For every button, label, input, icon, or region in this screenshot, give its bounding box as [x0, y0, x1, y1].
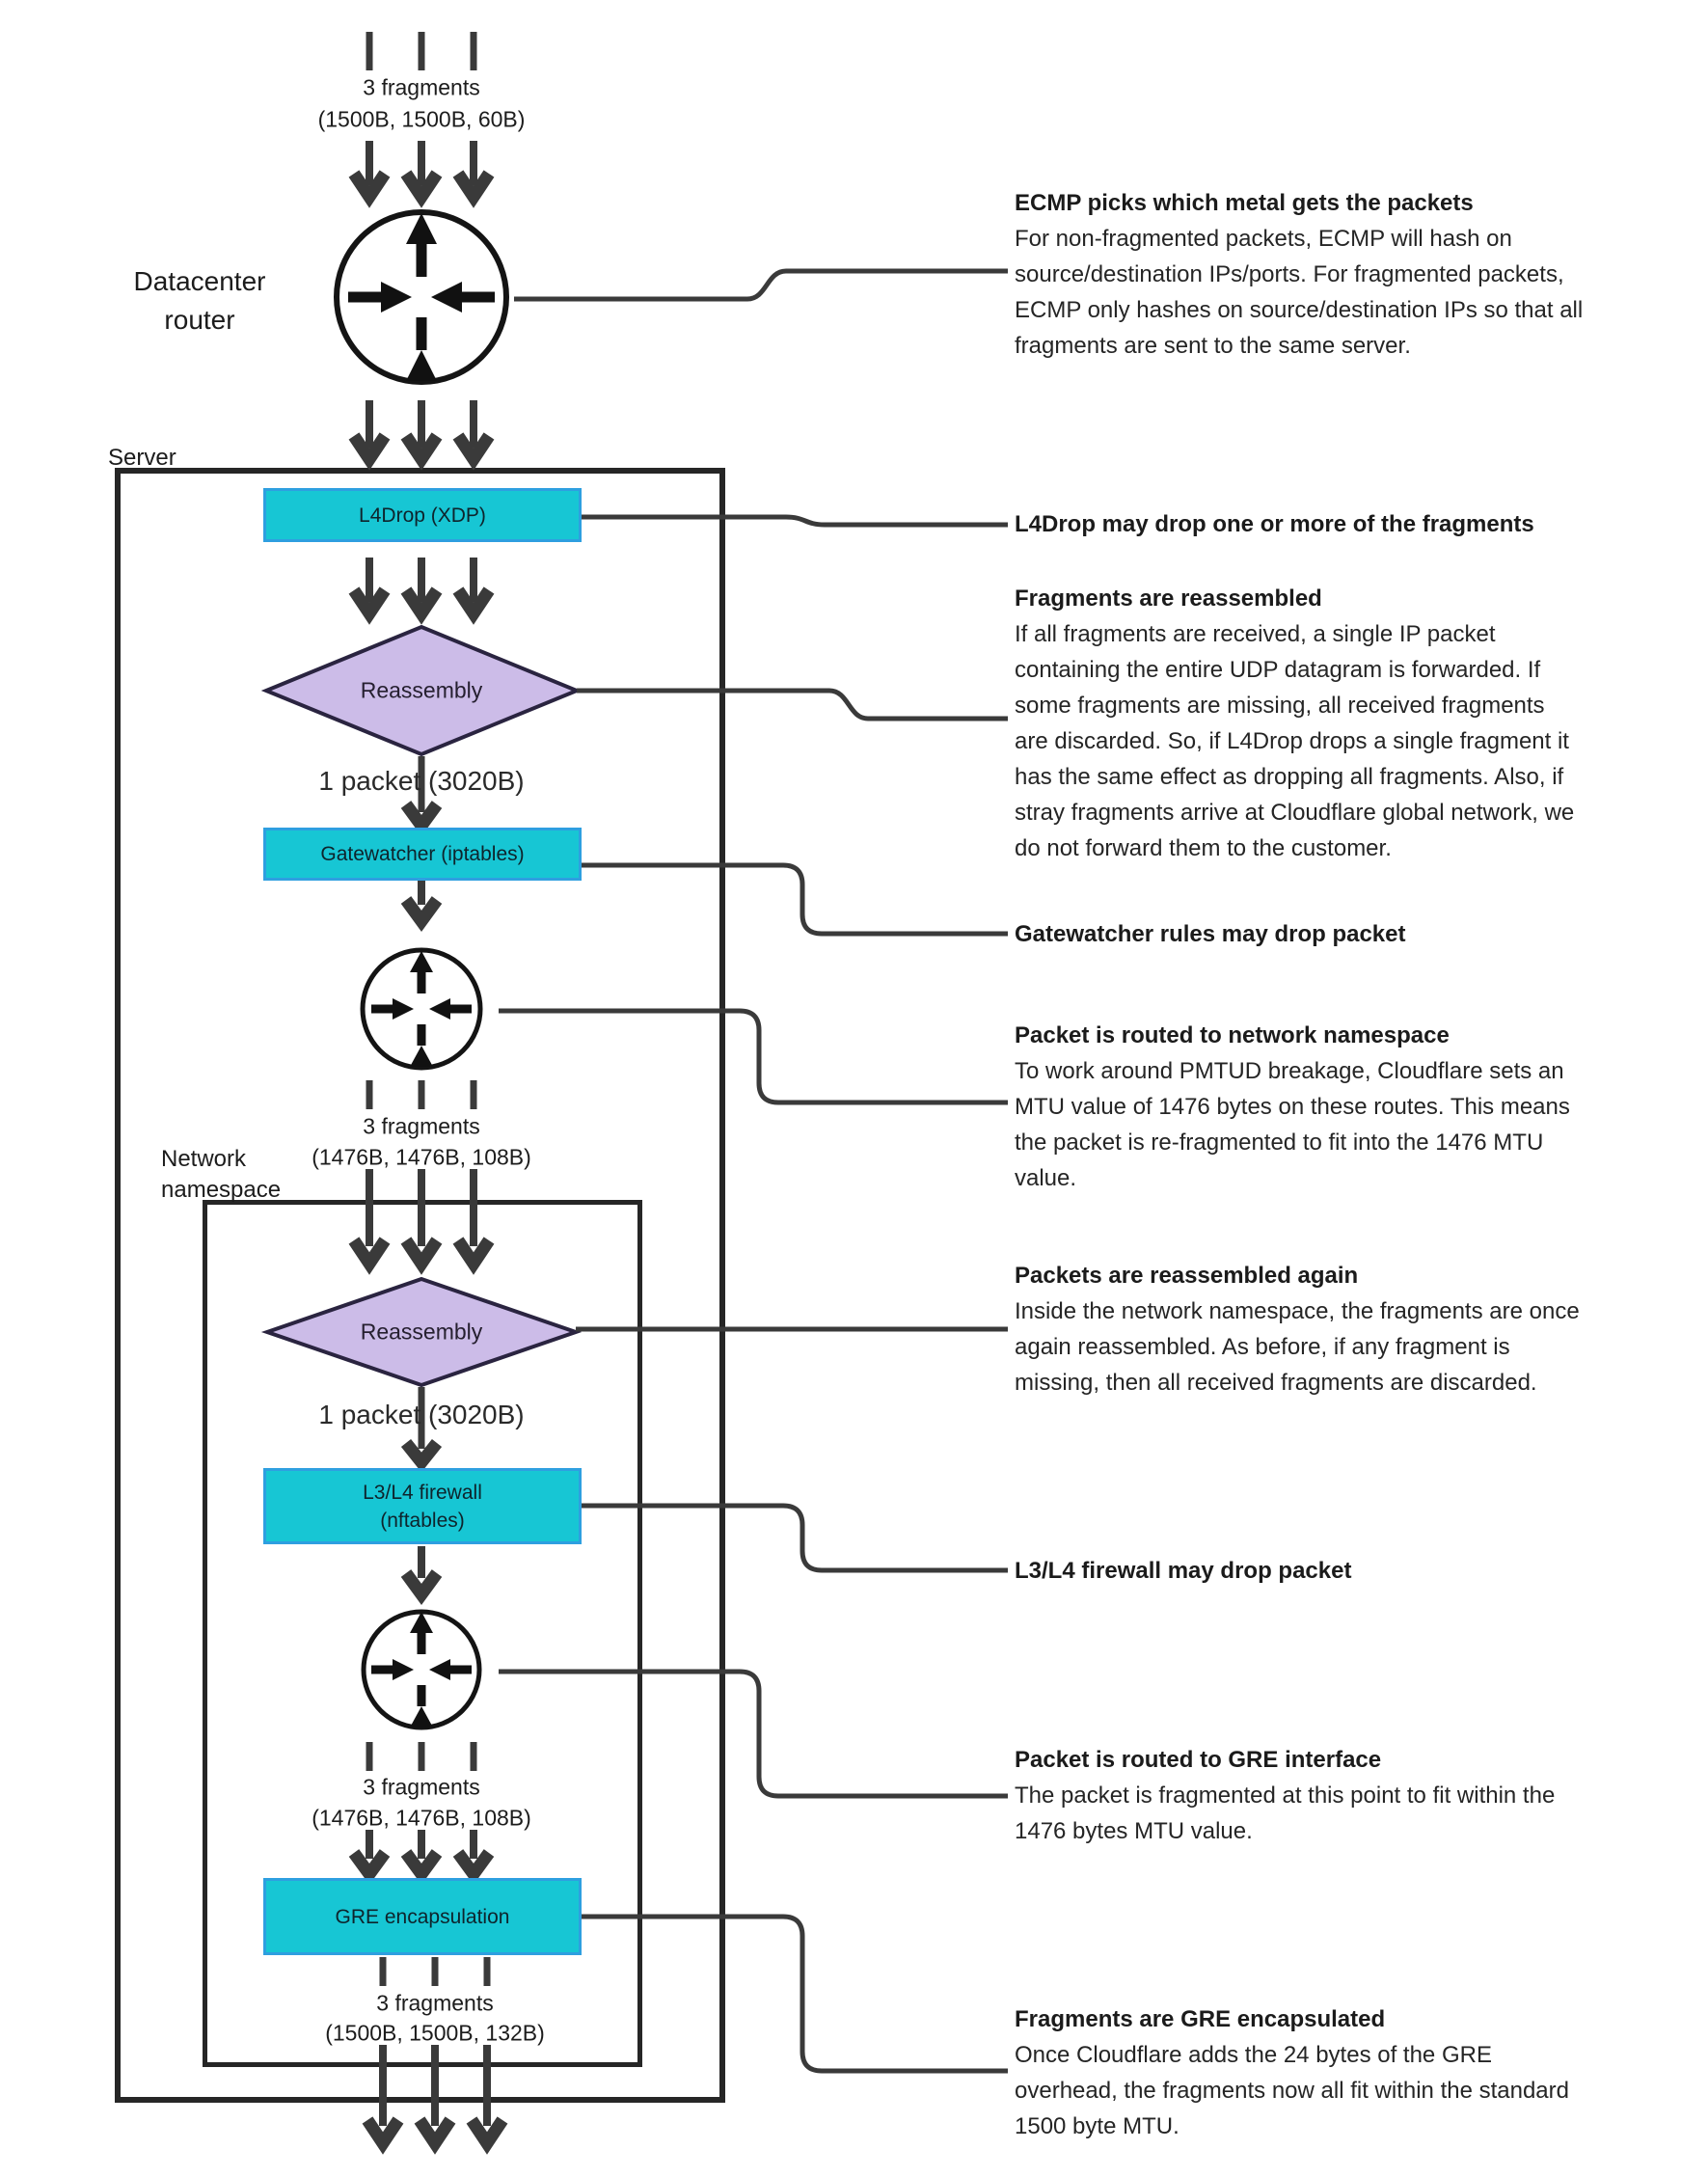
annotation-line: 1476 bytes MTU value.: [1015, 1818, 1253, 1844]
annotation-line: are discarded. So, if L4Drop drops a single fragment it: [1015, 728, 1569, 754]
annotation-ecmp: [1015, 185, 1690, 364]
connector-route-gre: [499, 1672, 1008, 1796]
connector-gre-encap: [581, 1917, 1008, 2071]
annotation-line: the packet is re-fragmented to fit into the 1476 MTU: [1015, 1129, 1544, 1156]
mid-sizes-label: (1476B, 1476B, 108B): [312, 1144, 531, 1170]
arrows-into-namespace: [354, 1169, 489, 1264]
gatewatcher-box: [263, 828, 582, 881]
annotation-line: has the same effect as dropping all fragments. Also, if: [1015, 764, 1564, 790]
annotation-reassembled: [1015, 581, 1690, 866]
annotation-title: L4Drop may drop one or more of the fragments: [1015, 511, 1534, 537]
server-label: Server: [108, 445, 176, 471]
gre-sizes-label: (1476B, 1476B, 108B): [312, 1805, 531, 1831]
fragment-dashes-out: [383, 1957, 487, 1986]
annotation-line: Once Cloudflare adds the 24 bytes of the GRE: [1015, 2042, 1492, 2068]
annotation-gatewatcher: [1015, 916, 1690, 952]
arrows-into-server: [354, 400, 489, 459]
fragment-dashes-top: [369, 32, 474, 70]
connector-route-namespace: [499, 1011, 1008, 1102]
l3l4-firewall-box: [263, 1468, 582, 1544]
annotation-title: Packet is routed to GRE interface: [1015, 1747, 1382, 1773]
annotation-route-gre: [1015, 1742, 1690, 1849]
top-fragments-label: 3 fragments: [363, 74, 480, 100]
l3l4-firewall-line1: L3/L4 firewall: [363, 1481, 482, 1504]
annotation-line: overhead, the fragments now all fit within the standard: [1015, 2078, 1569, 2104]
annotation-line: stray fragments arrive at Cloudflare global network, we: [1015, 800, 1575, 826]
gatewatcher-box-label: Gatewatcher (iptables): [320, 843, 525, 865]
mid-fragments-label: 3 fragments: [363, 1113, 480, 1139]
annotation-line: For non-fragmented packets, ECMP will hash on: [1015, 226, 1512, 252]
annotation-line: containing the entire UDP datagram is forwarded. If: [1015, 657, 1541, 683]
annotation-line: missing, then all received fragments are discarded.: [1015, 1370, 1537, 1396]
annotation-reassembled-again: [1015, 1258, 1690, 1401]
l3l4-firewall-line2: (nftables): [380, 1509, 465, 1532]
out-fragments-label: 3 fragments: [376, 1990, 494, 2016]
packet-1-label: 1 packet (3020B): [318, 766, 525, 796]
network-namespace-label: Network namespace: [161, 1146, 282, 1203]
connector-reassembly-1: [577, 691, 1008, 719]
annotation-title: L3/L4 firewall may drop packet: [1015, 1558, 1352, 1584]
annotation-line: source/destination IPs/ports. For fragmented packets,: [1015, 261, 1564, 287]
l4drop-box: [263, 488, 582, 542]
annotation-gre-encapsulated: [1015, 2001, 1690, 2144]
annotation-line: fragments are sent to the same server.: [1015, 333, 1411, 359]
datacenter-router-label: Datacenter router: [133, 266, 266, 335]
out-sizes-label: (1500B, 1500B, 132B): [325, 2020, 545, 2046]
arrow-firewall-to-router: [406, 1546, 437, 1594]
connector-firewall: [581, 1506, 1008, 1570]
arrows-out-of-server: [367, 2045, 502, 2143]
annotation-line: value.: [1015, 1165, 1077, 1191]
fragment-dashes-gre: [369, 1742, 474, 1771]
annotation-title: Fragments are reassembled: [1015, 585, 1322, 612]
arrows-into-router: [354, 141, 489, 197]
gre-fragments-label: 3 fragments: [363, 1774, 480, 1800]
annotation-line: again reassembled. As before, if any fragment is: [1015, 1334, 1510, 1360]
arrow-gatewatcher-to-router: [406, 881, 437, 921]
annotation-line: To work around PMTUD breakage, Cloudflare sets an: [1015, 1058, 1564, 1084]
annotation-l4drop: [1015, 506, 1690, 542]
annotation-title: Packet is routed to network namespace: [1015, 1022, 1450, 1048]
gre-encapsulation-box: [263, 1878, 582, 1955]
annotation-line: MTU value of 1476 bytes on these routes. This means: [1015, 1094, 1570, 1120]
annotation-line: The packet is fragmented at this point to fit within the: [1015, 1782, 1556, 1809]
connector-gatewatcher: [581, 865, 1008, 934]
annotation-line: Inside the network namespace, the fragments are once: [1015, 1298, 1580, 1324]
reassembly-1-label: Reassembly: [360, 677, 483, 703]
annotation-line: 1500 byte MTU.: [1015, 2113, 1179, 2139]
arrows-into-gre: [354, 1830, 489, 1874]
annotation-title: Fragments are GRE encapsulated: [1015, 2006, 1386, 2032]
annotation-line: ECMP only hashes on source/destination IPs so that all: [1015, 297, 1584, 323]
annotation-line: do not forward them to the customer.: [1015, 835, 1392, 861]
annotation-title: Packets are reassembled again: [1015, 1263, 1359, 1289]
top-sizes-label: (1500B, 1500B, 60B): [317, 106, 526, 132]
fragment-dashes-mid: [369, 1080, 474, 1109]
arrows-into-reassembly-1: [354, 558, 489, 613]
datacenter-router-icon: [337, 212, 506, 382]
annotation-title: Gatewatcher rules may drop packet: [1015, 921, 1406, 947]
packet-2-label: 1 packet (3020B): [318, 1400, 525, 1429]
connector-ecmp: [514, 271, 1008, 299]
namespace-router-icon: [363, 950, 480, 1068]
connector-l4drop: [581, 517, 1008, 525]
annotation-firewall: [1015, 1553, 1690, 1589]
annotation-line: If all fragments are received, a single IP packet: [1015, 621, 1496, 647]
reassembly-2-label: Reassembly: [360, 1319, 483, 1345]
annotation-title: ECMP picks which metal gets the packets: [1015, 190, 1474, 216]
annotation-line: some fragments are missing, all received fragments: [1015, 693, 1545, 719]
l4drop-box-label: L4Drop (XDP): [359, 503, 486, 527]
gre-encapsulation-label: GRE encapsulation: [335, 1905, 510, 1928]
gre-router-icon: [364, 1612, 479, 1728]
annotation-route-namespace: [1015, 1018, 1690, 1196]
